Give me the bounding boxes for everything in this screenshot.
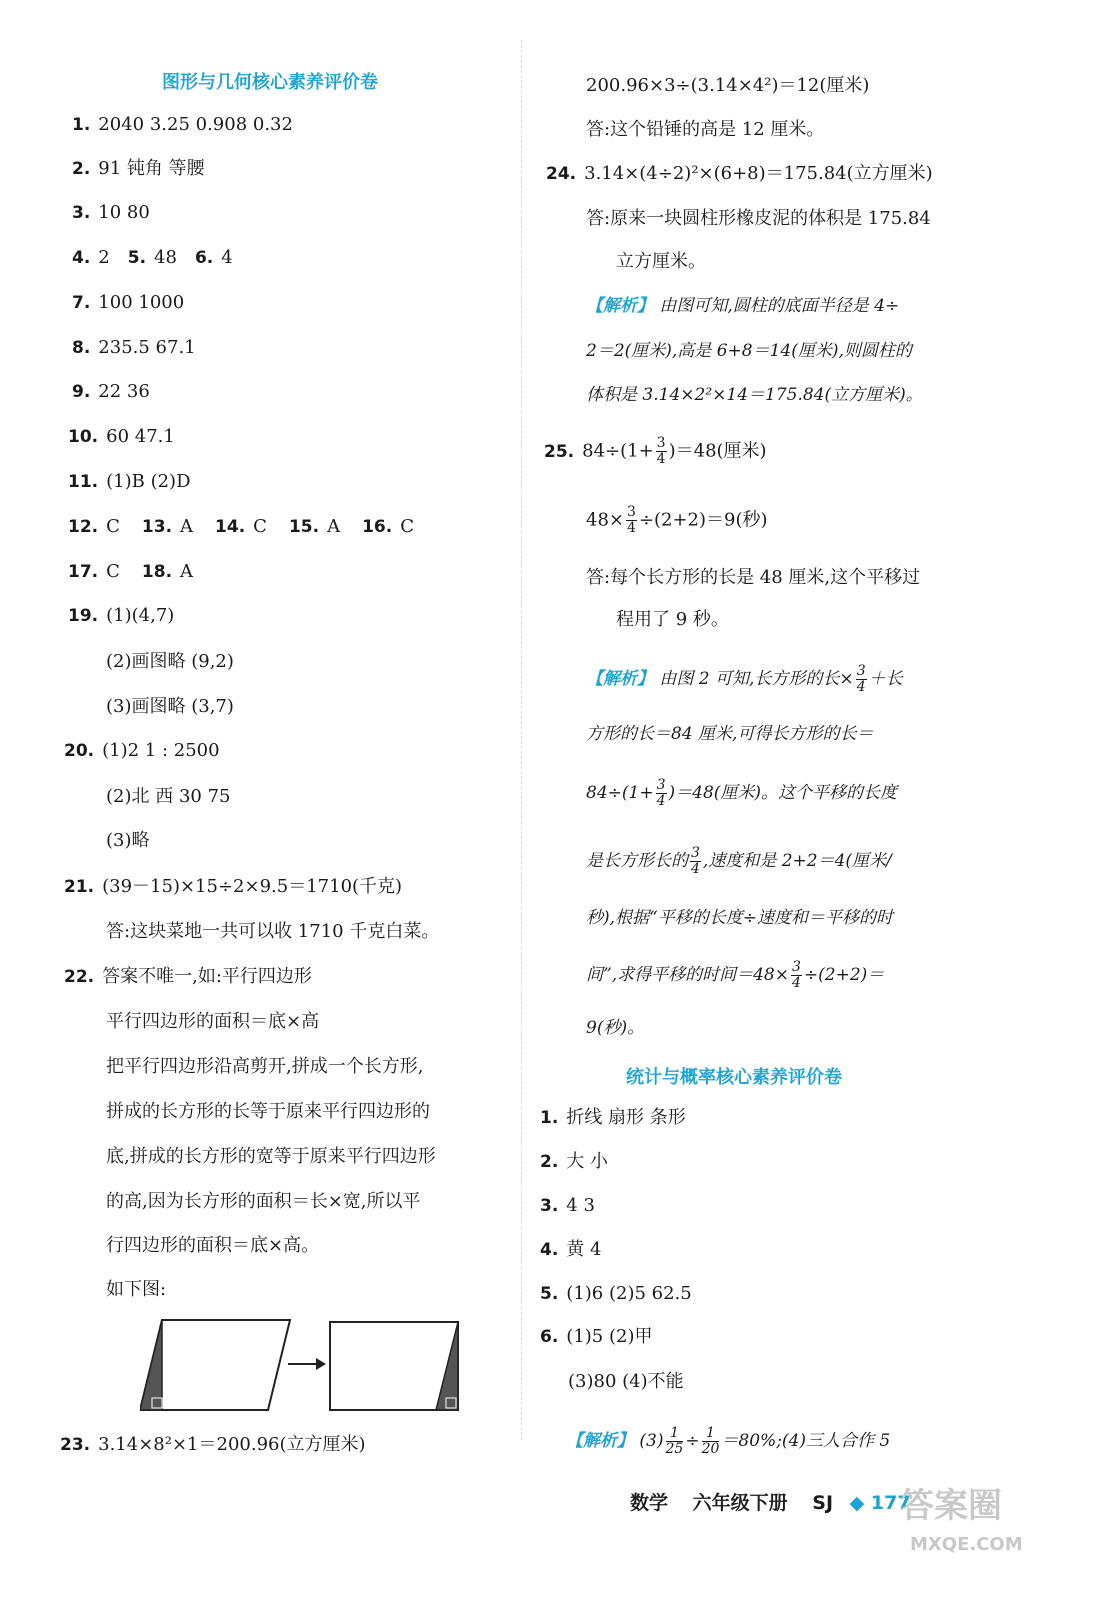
answer-19-2: (2)画图略 (9,2) (106, 651, 234, 672)
fraction: $\frac{3}{4}$ (627, 504, 636, 536)
answer-8: 8. 235.5 67.1 (72, 337, 196, 358)
answer-22-line: 平行四边形的面积＝底×高 (106, 1011, 320, 1032)
stat-answer-6-explanation: 【解析】 (3) $\frac{1}{25}$ ÷ $\frac{1}{20}$ ＝80%;(4)三人合作 5 (566, 1425, 891, 1457)
answer-24-explanation-2: 2＝2(厘米),高是 6+8＝14(厘米),则圆柱的 (586, 341, 912, 361)
answer-25-explanation-3: 84÷(1+ $\frac{3}{4}$ )＝48(厘米)。这个平移的长度 (586, 777, 898, 809)
stat-answer-6-2: (3)80 (4)不能 (568, 1371, 684, 1392)
answer-22-line: 行四边形的面积＝底×高。 (106, 1235, 320, 1256)
answer-25-step-2: 48× $\frac{3}{4}$ ÷(2+2)＝9(秒) (586, 504, 768, 536)
fraction: $\frac{3}{4}$ (691, 845, 700, 877)
stat-answer-3: 3. 4 3 (540, 1195, 595, 1216)
answer-25-explanation-2: 方形的长＝84 厘米,可得长方形的长＝ (586, 724, 874, 744)
footer-edition: SJ (812, 1492, 834, 1514)
answer-22-line: 底,拼成的长方形的宽等于原来平行四边形 (106, 1146, 436, 1167)
answer-25-conclusion-2: 程用了 9 秒。 (616, 609, 729, 630)
answer-23: 23. 3.14×8²×1＝200.96(立方厘米) (60, 1434, 366, 1455)
answer-3: 3. 10 80 (72, 202, 150, 223)
answer-11: 11. (1)B (2)D (68, 471, 191, 492)
answer-22-line: 拼成的长方形的长等于原来平行四边形的 (106, 1101, 430, 1122)
answer-7: 7. 100 1000 (72, 292, 185, 313)
answer-20: 20. (1)2 1 : 2500 (64, 740, 220, 761)
answer-19-3: (3)画图略 (3,7) (106, 696, 234, 717)
answer-19: 19. (1)(4,7) (68, 605, 175, 626)
answer-10: 10. 60 47.1 (68, 426, 175, 447)
answer-25-explanation-7: 9(秒)。 (586, 1018, 645, 1038)
answer-21: 21. (39－15)×15÷2×9.5＝1710(千克) (64, 876, 403, 897)
diamond-icon: ◆ (849, 1492, 865, 1514)
stat-answer-2: 2. 大 小 (540, 1151, 609, 1172)
answer-22: 22. 答案不唯一,如:平行四边形 (64, 966, 312, 987)
answer-23-conclusion: 答:这个铅锤的高是 12 厘米。 (586, 119, 825, 140)
answer-23-continued: 200.96×3÷(3.14×4²)＝12(厘米) (586, 75, 870, 96)
stat-answer-1: 1. 折线 扇形 条形 (540, 1107, 686, 1128)
answer-20-3: (3)略 (106, 830, 150, 851)
stat-answer-4: 4. 黄 4 (540, 1239, 602, 1260)
section-heading-geometry: 图形与几何核心素养评价卷 (162, 72, 378, 93)
answer-24: 24. 3.14×(4÷2)²×(6+8)＝175.84(立方厘米) (546, 163, 933, 184)
stat-answer-5: 5. (1)6 (2)5 62.5 (540, 1283, 692, 1304)
parallelogram-to-rectangle-figure (140, 1318, 470, 1418)
answer-22-line: 把平行四边形沿高剪开,拼成一个长方形, (106, 1056, 424, 1077)
column-divider (521, 40, 522, 1440)
watermark-logo-text: 答案圈 (900, 1486, 1002, 1526)
footer-grade: 六年级下册 (692, 1492, 788, 1514)
answer-24-conclusion: 答:原来一块圆柱形橡皮泥的体积是 175.84 (586, 208, 931, 229)
answer-20-2: (2)北 西 30 75 (106, 786, 231, 807)
fraction: $\frac{3}{4}$ (656, 777, 666, 809)
fraction: $\frac{3}{4}$ (856, 663, 866, 695)
stat-answer-6: 6. (1)5 (2)甲 (540, 1326, 653, 1347)
fraction: $\frac{1}{20}$ (701, 1425, 720, 1457)
watermark (900, 1478, 1023, 1555)
answer-25-explanation-4: 是长方形长的 $\frac{3}{4}$ ,速度和是 2+2＝4(厘米/ (586, 845, 892, 877)
answer-24-conclusion-2: 立方厘米。 (616, 251, 706, 272)
answer-1: 1. 2040 3.25 0.908 0.32 (72, 114, 293, 135)
answer-25-explanation-6: 间”,求得平移的时间＝48× $\frac{3}{4}$ ÷(2+2)＝ (586, 959, 885, 991)
answer-25-explanation: 【解析】 由图 2 可知,长方形的长× $\frac{3}{4}$ ＋长 (586, 663, 903, 695)
answer-17-18: 17. C 18. A (68, 561, 194, 582)
answer-25-conclusion: 答:每个长方形的长是 48 厘米,这个平移过 (586, 567, 921, 588)
answer-12-16: 12. C 13. A 14. C 15. A 16. C (68, 516, 414, 537)
answer-22-line: 如下图: (106, 1279, 167, 1300)
answer-25: 25. 84÷(1+ $\frac{3}{4}$ )＝48(厘米) (544, 435, 767, 467)
watermark-url: MXQE.COM (910, 1534, 1023, 1555)
fraction: $\frac{3}{4}$ (791, 959, 801, 991)
answer-24-explanation: 【解析】 由图可知,圆柱的底面半径是 4÷ (586, 296, 900, 316)
answer-21-conclusion: 答:这块菜地一共可以收 1710 千克白菜。 (106, 921, 440, 942)
fraction: $\frac{3}{4}$ (656, 435, 666, 467)
section-heading-statistics: 统计与概率核心素养评价卷 (626, 1067, 842, 1088)
answer-24-explanation-3: 体积是 3.14×2²×14＝175.84(立方厘米)。 (586, 385, 923, 405)
answer-25-explanation-5: 秒),根据“平移的长度÷速度和＝平移的时 (586, 908, 893, 928)
answer-22-line: 的高,因为长方形的面积＝长×宽,所以平 (106, 1191, 421, 1212)
page-footer (630, 1488, 911, 1515)
fraction: $\frac{1}{25}$ (665, 1425, 684, 1457)
answer-2: 2. 91 钝角 等腰 (72, 158, 205, 179)
answer-4-6: 4. 2 5. 48 6. 4 (72, 247, 233, 268)
page-number: 177 (870, 1492, 911, 1514)
answer-9: 9. 22 36 (72, 381, 150, 402)
footer-subject: 数学 (630, 1492, 669, 1514)
